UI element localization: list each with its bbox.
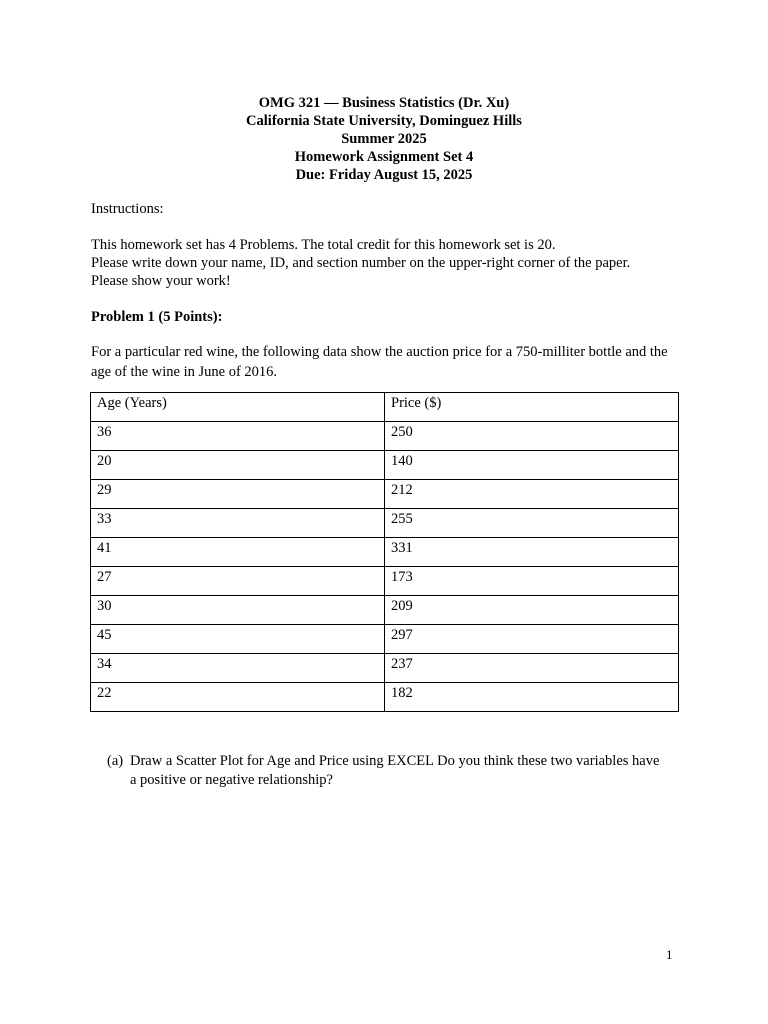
- table-row: [91, 567, 679, 596]
- table-row: [91, 625, 679, 654]
- age-cell: 34: [91, 654, 385, 683]
- age-cell: 27: [91, 567, 385, 596]
- document-header: [0, 94, 768, 184]
- instruction-line: This homework set has 4 Problems. The total credit for this homework set is 20.: [91, 237, 556, 253]
- assignment-title: Homework Assignment Set 4: [294, 149, 474, 165]
- price-cell: 173: [385, 567, 679, 596]
- table-row: [91, 596, 679, 625]
- wine-data-table: [90, 392, 679, 712]
- price-cell: 212: [385, 480, 679, 509]
- price-cell: 140: [385, 451, 679, 480]
- university-name: California State University, Dominguez Hills: [246, 113, 522, 129]
- age-cell: 41: [91, 538, 385, 567]
- due-date: Due: Friday August 15, 2025: [295, 167, 473, 183]
- age-cell: 20: [91, 451, 385, 480]
- question-a-text: Draw a Scatter Plot for Age and Price using EXCEL Do you think these two variables have a positive or negative relationship?: [130, 753, 660, 788]
- instruction-line: Please write down your name, ID, and section number on the upper-right corner of the paper.: [91, 255, 631, 271]
- table-row: [91, 654, 679, 683]
- problem-1-intro: For a particular red wine, the following data show the auction price for a 750-milliter bottle and the age of the wine in June of 2016.: [91, 344, 668, 380]
- table-header-row: [91, 393, 679, 422]
- age-cell: 22: [91, 683, 385, 712]
- age-cell: 33: [91, 509, 385, 538]
- price-cell: 331: [385, 538, 679, 567]
- price-cell: 182: [385, 683, 679, 712]
- table-row: [91, 451, 679, 480]
- age-cell: 45: [91, 625, 385, 654]
- term: Summer 2025: [341, 131, 427, 147]
- page-number: 1: [666, 947, 673, 962]
- question-a-label: (a): [107, 753, 124, 769]
- price-cell: 255: [385, 509, 679, 538]
- column-header-price: Price ($): [385, 393, 679, 422]
- age-cell: 36: [91, 422, 385, 451]
- course-title: OMG 321 — Business Statistics (Dr. Xu): [258, 95, 510, 111]
- price-cell: 250: [385, 422, 679, 451]
- price-cell: 297: [385, 625, 679, 654]
- price-cell: 237: [385, 654, 679, 683]
- table-row: [91, 422, 679, 451]
- instructions-heading: Instructions:: [91, 201, 164, 217]
- column-header-age: Age (Years): [91, 393, 385, 422]
- table-row: [91, 480, 679, 509]
- age-cell: 29: [91, 480, 385, 509]
- instruction-line: Please show your work!: [91, 273, 231, 289]
- table-row: [91, 683, 679, 712]
- problem-1-title: Problem 1 (5 Points):: [91, 309, 223, 325]
- table-row: [91, 509, 679, 538]
- price-cell: 209: [385, 596, 679, 625]
- instructions-body: [91, 236, 681, 290]
- age-cell: 30: [91, 596, 385, 625]
- question-a: [107, 752, 667, 790]
- table-row: [91, 538, 679, 567]
